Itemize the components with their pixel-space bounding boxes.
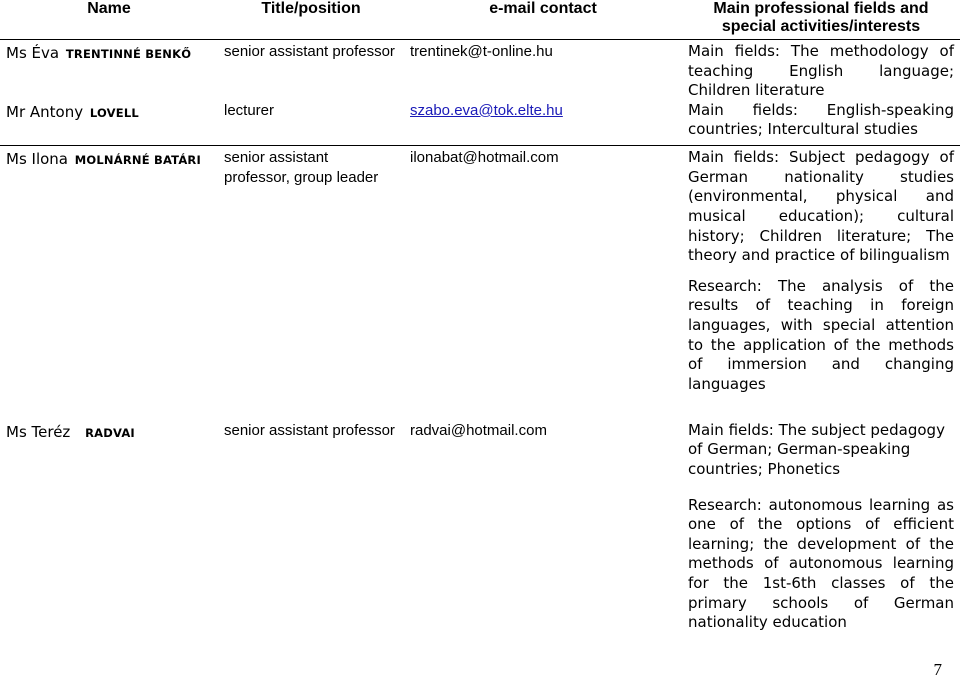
page-number: 7 <box>933 660 942 679</box>
header-row <box>0 0 960 40</box>
fields-cell <box>682 146 960 419</box>
table-row <box>0 419 960 633</box>
name-cell <box>0 146 218 419</box>
fields-paragraph: Main fields: Subject pedagogy of German nationality studies (environmental, physical and musical education); cultural history; Children literature; The theory and practice of bilingualism <box>688 148 954 265</box>
email-cell: trentinek@t-online.hu <box>410 43 553 60</box>
title-cell: senior assistant professor <box>224 421 395 439</box>
fields-cell <box>682 101 960 146</box>
email-cell: radvai@hotmail.com <box>410 421 547 439</box>
fields-paragraph: Main fields: The methodology of teaching English language; Children literature <box>688 42 954 100</box>
fields-cell <box>682 419 960 633</box>
name-first: Mr Antony <box>6 102 84 121</box>
email-cell <box>404 101 682 146</box>
header-email: e-mail contact <box>404 0 682 40</box>
research-paragraph: Research: The analysis of the results of teaching in foreign languages, with special attention to the application of the methods of immersion and changing languages <box>688 276 954 393</box>
name-last: TRENTINNÉ BENKŐ <box>65 47 192 61</box>
name-first: Ms Ilona <box>6 150 68 169</box>
name-last: MOLNÁRNÉ BATÁRI <box>74 153 201 168</box>
title-cell: lecturer <box>218 101 404 146</box>
email-cell: ilonabat@hotmail.com <box>410 149 559 167</box>
fields-paragraph: Main fields: English-speaking countries; Intercultural studies <box>688 100 954 139</box>
name-last: RADVAI <box>85 425 135 440</box>
header-fields: Main professional fields and special activities/interests <box>682 0 960 40</box>
table-row <box>0 40 960 101</box>
header-title: Title/position <box>218 0 404 40</box>
header-name: Name <box>0 0 218 40</box>
email-link[interactable]: szabo.eva@tok.elte.hu <box>410 101 563 119</box>
name-first: Ms Éva <box>6 44 60 62</box>
title-cell: senior assistant professor <box>224 43 395 60</box>
research-paragraph: Research: autonomous learning as one of the options of efficient learning; the development of the methods of autonomous learning for the 1st-6th classes of the primary schools of German nationality education <box>688 495 954 632</box>
table-row <box>0 146 960 419</box>
name-cell <box>0 40 218 101</box>
name-cell <box>0 101 218 146</box>
name-cell <box>0 419 218 633</box>
fields-paragraph: Main fields: The subject pedagogy of German; German-speaking countries; Phonetics <box>688 420 945 478</box>
table-row <box>0 101 960 146</box>
name-first: Ms Teréz <box>6 422 71 441</box>
name-last: LOVELL <box>89 105 139 120</box>
title-cell: senior assistant professor, group leader <box>224 149 379 186</box>
fields-cell <box>682 40 960 101</box>
